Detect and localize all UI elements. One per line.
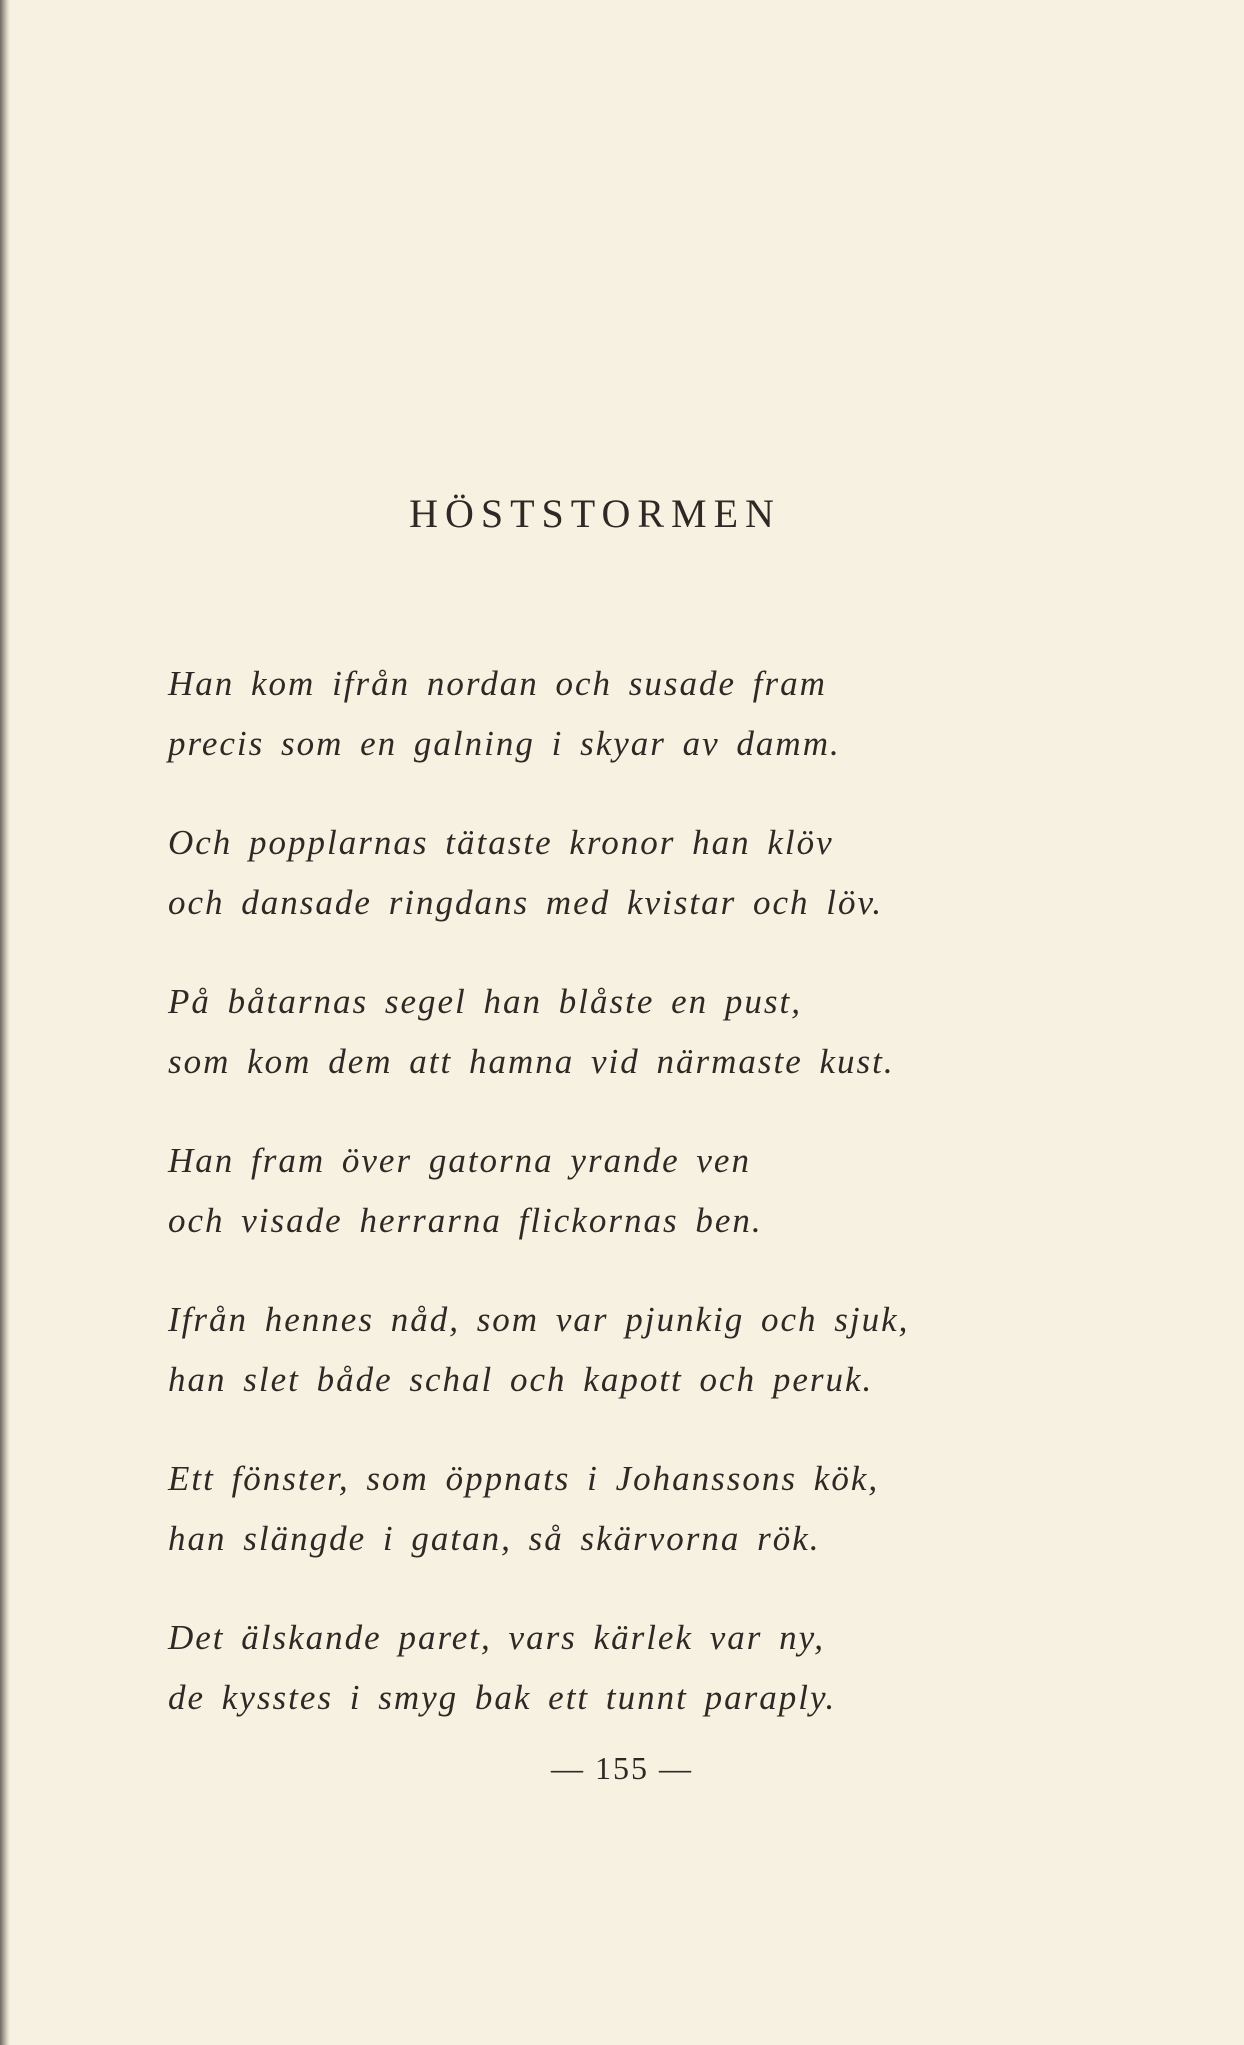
poem-line: som kom dem att hamna vid närmaste kust.: [168, 1042, 895, 1081]
poem-line: han slängde i gatan, så skärvorna rök.: [168, 1519, 821, 1558]
stanza-6: [168, 1449, 879, 1569]
poem-line: de kysstes i smyg bak ett tunnt paraply.: [168, 1678, 837, 1717]
stanza-3: [168, 972, 895, 1092]
poem-line: Ifrån hennes nåd, som var pjunkig och sjuk,: [168, 1300, 910, 1339]
poem-line: Och popplarnas tätaste kronor han klöv: [168, 823, 834, 862]
poem-line: precis som en galning i skyar av damm.: [168, 724, 841, 763]
page-number: — 155 —: [551, 1750, 693, 1786]
stanza-1: [168, 654, 841, 774]
poem-line: och dansade ringdans med kvistar och löv.: [168, 883, 884, 922]
poem-line: Det älskande paret, vars kärlek var ny,: [168, 1618, 826, 1657]
stanza-7: [168, 1608, 836, 1728]
poem-line: På båtarnas segel han blåste en pust,: [168, 982, 802, 1021]
poem-line: och visade herrarna flickornas ben.: [168, 1201, 763, 1240]
poem-line: han slet både schal och kapott och peruk.: [168, 1360, 874, 1399]
poem-line: Han kom ifrån nordan och susade fram: [168, 664, 827, 703]
stanza-2: [168, 813, 883, 933]
stanza-4: [168, 1131, 763, 1251]
page-binding-edge: [0, 0, 10, 2045]
poem-title: HÖSTSTORMEN: [409, 491, 781, 536]
stanza-5: [168, 1290, 909, 1410]
poem-line: Han fram över gatorna yrande ven: [168, 1141, 751, 1180]
poem-line: Ett fönster, som öppnats i Johanssons kök,: [168, 1459, 880, 1498]
